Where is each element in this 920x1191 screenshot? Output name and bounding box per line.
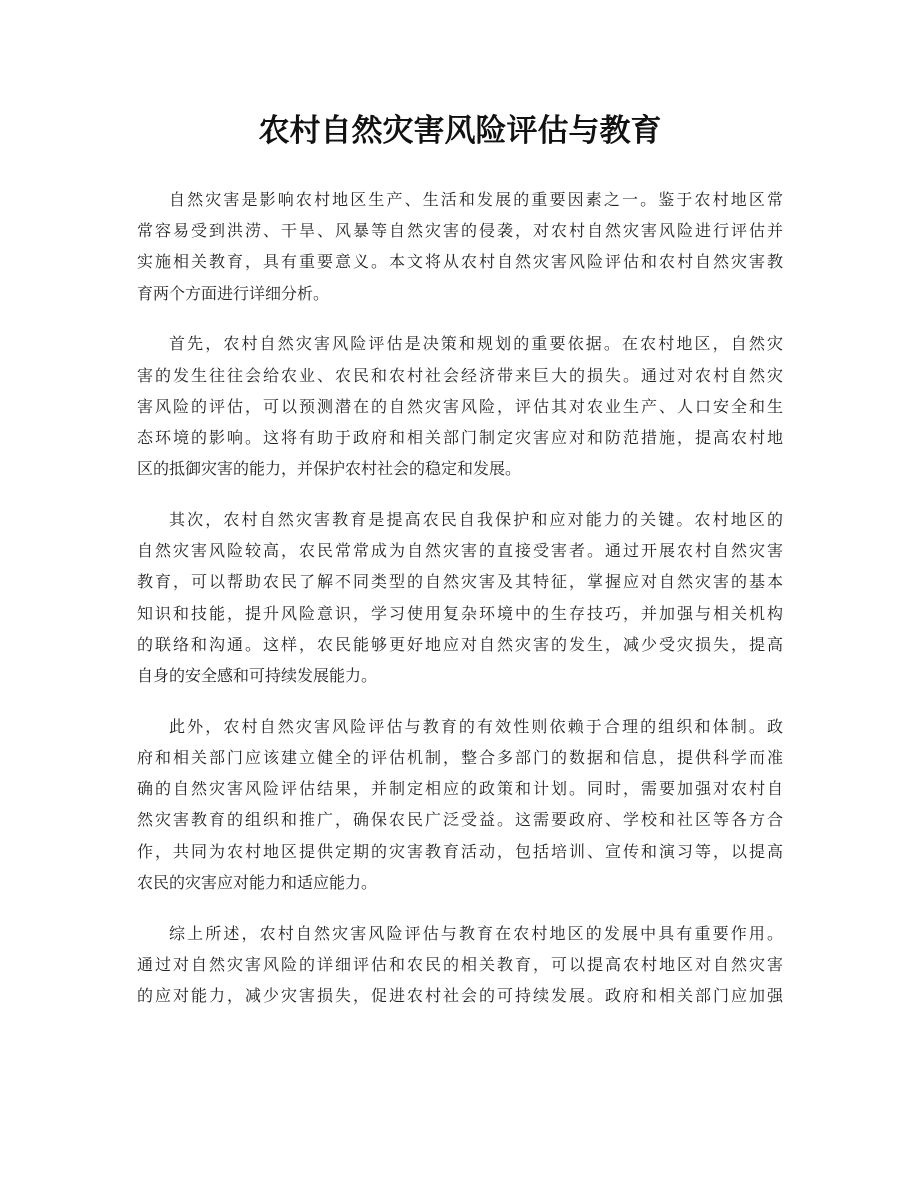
paragraph: [137, 328, 783, 484]
paragraph-line: 知识和技能，提升风险意识，学习使用复杂环境中的生存技巧，并加强与相关机构: [137, 603, 783, 623]
document-body: [137, 184, 783, 1031]
paragraph-line: 其次，农村自然灾害教育是提高农民自我保护和应对能力的关键。农村地区的: [169, 510, 783, 530]
paragraph-line: 首先，农村自然灾害风险评估是决策和规划的重要依据。在农村地区，自然灾: [169, 334, 783, 354]
paragraph-line: 自然灾害风险较高，农民常常成为自然灾害的直接受害者。通过开展农村自然灾害: [137, 541, 783, 561]
paragraph-line: 确的自然灾害风险评估结果，并制定相应的政策和计划。同时，需要加强对农村自: [137, 779, 783, 799]
paragraph-line: 实施相关教育，具有重要意义。本文将从农村自然灾害风险评估和农村自然灾害教: [137, 252, 783, 272]
paragraph: [137, 504, 783, 691]
paragraph-line: 自身的安全感和可持续发展能力。: [137, 666, 378, 686]
paragraph-line: 态环境的影响。这将有助于政府和相关部门制定灾害应对和防范措施，提高农村地: [137, 428, 783, 448]
paragraph-line: 害风险的评估，可以预测潜在的自然灾害风险，评估其对农业生产、人口安全和生: [137, 396, 783, 416]
paragraph: [137, 711, 783, 898]
paragraph-line: 作，共同为农村地区提供定期的灾害教育活动，包括培训、宣传和演习等，以提高: [137, 841, 783, 861]
paragraph-line: 府和相关部门应该建立健全的评估机制，整合多部门的数据和信息，提供科学而准: [137, 748, 783, 768]
paragraph-line: 然灾害教育的组织和推广，确保农民广泛受益。这需要政府、学校和社区等各方合: [137, 810, 783, 830]
paragraph: [137, 184, 783, 309]
paragraph-line: 此外，农村自然灾害风险评估与教育的有效性则依赖于合理的组织和体制。政: [169, 716, 783, 736]
paragraph-line: 通过对自然灾害风险的详细评估和农民的相关教育，可以提高农村地区对自然灾害: [137, 954, 783, 974]
paragraph-line: 区的抵御灾害的能力，并保护农村社会的稳定和发展。: [137, 459, 522, 479]
paragraph-line: 常容易受到洪涝、干旱、风暴等自然灾害的侵袭，对农村自然灾害风险进行评估并: [137, 221, 783, 241]
paragraph-line: 的联络和沟通。这样，农民能够更好地应对自然灾害的发生，减少受灾损失，提高: [137, 634, 783, 654]
paragraph-line: 综上所述，农村自然灾害风险评估与教育在农村地区的发展中具有重要作用。: [169, 923, 783, 943]
document-title: 农村自然灾害风险评估与教育: [258, 113, 662, 149]
paragraph-line: 农民的灾害应对能力和适应能力。: [137, 872, 378, 892]
paragraph-line: 的应对能力，减少灾害损失，促进农村社会的可持续发展。政府和相关部门应加强: [137, 986, 783, 1006]
paragraph-line: 自然灾害是影响农村地区生产、生活和发展的重要因素之一。鉴于农村地区常: [169, 190, 783, 209]
paragraph-line: 教育，可以帮助农民了解不同类型的自然灾害及其特征，掌握应对自然灾害的基本: [137, 572, 783, 592]
paragraph-line: 害的发生往往会给农业、农民和农村社会经济带来巨大的损失。通过对农村自然灾: [137, 365, 783, 385]
paragraph-line: 育两个方面进行详细分析。: [137, 283, 330, 303]
paragraph: [137, 918, 783, 1012]
